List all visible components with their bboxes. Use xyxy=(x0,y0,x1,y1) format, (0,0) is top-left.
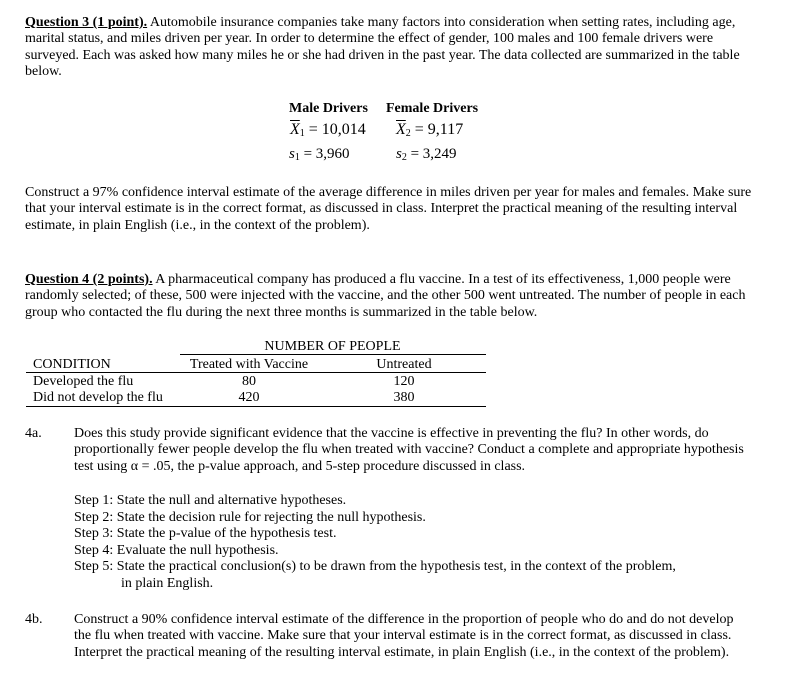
question-4-paragraph xyxy=(25,272,760,321)
q3-col-female: Female Drivers xyxy=(386,101,479,116)
q4-row2-vaccine: 420 xyxy=(238,390,260,405)
q4-col-condition: CONDITION xyxy=(33,357,111,372)
q4-row2-condition: Did not develop the flu xyxy=(33,390,163,405)
step-5: Step 5: State the practical conclusion(s) to be drawn from the hypothesis test, in the context of the problem, xyxy=(74,559,676,574)
part-4a-label: 4a. xyxy=(25,426,42,441)
q4-col-untreated: Untreated xyxy=(376,357,432,372)
female-sd: $s_2 = 3,249$ xyxy=(396,146,457,163)
step-1: Step 1: State the null and alternative hypotheses. xyxy=(74,493,347,508)
male-sd: $s_1 = 3,960$ xyxy=(289,146,350,163)
question-4-heading: Question 4 (2 points). xyxy=(25,272,153,287)
part-4a-steps xyxy=(74,493,764,592)
q4-row1-condition: Developed the flu xyxy=(33,374,134,389)
part-4a-text: Does this study provide significant evidence that the vaccine is effective in preventing the flu? In other words, do proportionally fewer people develop the flu when treated with vaccine? Conduct a complete and appropriate hypothesis test using α = .05, the p-value approach, and 5-step procedure discussed in class. xyxy=(74,426,744,474)
male-mean: $\overline{X}_1 = 10,014$ xyxy=(290,121,366,139)
q3-col-male: Male Drivers xyxy=(289,101,368,116)
female-mean: $\overline{X}_2 = 9,117$ xyxy=(396,121,464,139)
question-3-task: Construct a 97% confidence interval estimate of the average difference in miles driven per year for males and females. Make sure that your interval estimate is in the correct format, as discussed in class. Interpret the practical meaning of the resulting interval estimate, in plain English (i.e., in the context of the problem). xyxy=(25,185,752,233)
step-2: Step 2: State the decision rule for rejecting the null hypothesis. xyxy=(74,509,426,525)
step-3: Step 3: State the p-value of the hypothesis test. xyxy=(74,526,337,541)
q4-row1-untreated: 120 xyxy=(393,374,415,389)
question-3-heading: Question 3 (1 point). xyxy=(25,15,148,30)
q4-row1-vaccine: 80 xyxy=(242,374,256,389)
step-5-continuation: in plain English. xyxy=(121,575,214,591)
part-4b-text: Construct a 90% confidence interval estimate of the difference in the proportion of people who do and do not develop the flu when treated with vaccine. Make sure that your interval estimate is in the correct format, as discussed in class. Interpret the practical meaning of the resulting interval estimate, in plain English (i.e., in the context of the problem). xyxy=(74,612,734,660)
question-3-paragraph xyxy=(25,15,760,80)
q4-col-vaccine: Treated with Vaccine xyxy=(189,357,309,372)
step-4: Step 4: Evaluate the null hypothesis. xyxy=(74,542,279,558)
question-4-intro: A pharmaceutical company has produced a flu vaccine. In a test of its effectiveness, 1,000 people were randomly selected; of these, 500 were injected with the vaccine, and the other 500 went untreated. The number of people in each group who contacted the flu during the next three months is summarized in the table below. xyxy=(25,272,746,320)
q4-bottom-rule xyxy=(26,406,486,407)
q4-row2-untreated: 380 xyxy=(393,390,415,405)
q4-group-rule xyxy=(180,354,486,355)
part-4b-label: 4b. xyxy=(25,612,43,627)
q4-group-header: NUMBER OF PEOPLE xyxy=(264,339,401,354)
question-3-intro: Automobile insurance companies take many factors into consideration when setting rates, including age, marital status, and miles driven per year. In order to determine the effect of gender, 100 males and 100 female drivers were surveyed. Each was asked how many miles he or she had driven in the past year. The data collected are summarized in the table below. xyxy=(25,15,740,79)
q4-header-rule xyxy=(26,372,486,373)
